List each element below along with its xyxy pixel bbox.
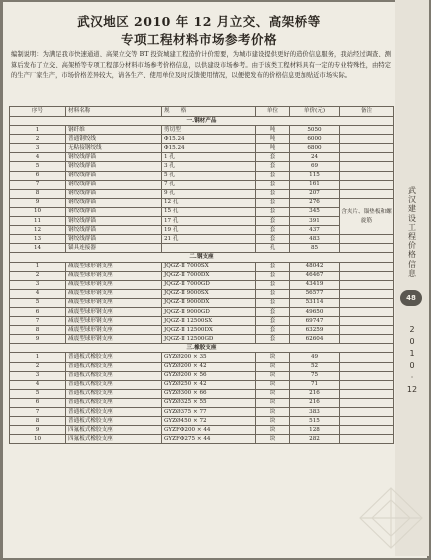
table-header-row	[10, 107, 394, 117]
cell-no: 5	[10, 298, 66, 307]
cell-no: 14	[10, 244, 66, 253]
cell-no: 9	[10, 335, 66, 344]
cell-remark	[340, 426, 394, 435]
table-row	[10, 317, 394, 326]
cell-name: 钢纤维	[66, 126, 162, 135]
cell-no: 11	[10, 217, 66, 226]
sidebar-title: 武汉建设工程价格信息	[408, 186, 416, 278]
cell-price: 483	[290, 235, 340, 244]
table-row	[10, 417, 394, 426]
cell-name: 普通板式橡胶支座	[66, 389, 162, 398]
cell-unit: 块	[256, 426, 290, 435]
cell-unit: 套	[256, 162, 290, 171]
cell-name: 钢绞线群锚	[66, 226, 162, 235]
cell-spec: 12 孔	[162, 198, 256, 207]
cell-unit: 吨	[256, 126, 290, 135]
cell-name: 普通板式橡胶支座	[66, 417, 162, 426]
sidebar-month: 12	[406, 385, 418, 394]
header-cell-unit: 单位	[256, 107, 290, 117]
cell-unit: 套	[256, 153, 290, 162]
cell-unit: 套	[256, 326, 290, 335]
table-row	[10, 126, 394, 135]
watermark-logo	[352, 480, 430, 558]
cell-price: 216	[290, 389, 340, 398]
cell-no: 3	[10, 144, 66, 153]
cell-price: 6000	[290, 135, 340, 144]
cell-spec: 17 孔	[162, 217, 256, 226]
cell-remark	[340, 335, 394, 344]
cell-unit: 套	[256, 271, 290, 280]
cell-price: 5050	[290, 126, 340, 135]
cell-remark	[340, 398, 394, 407]
cell-name: 钢绞线群锚	[66, 198, 162, 207]
cell-spec: JQGZ-Ⅱ 7000SX	[162, 262, 256, 271]
cell-no: 2	[10, 271, 66, 280]
remark-note: 含夹片、锚垫板和螺旋筋	[340, 198, 394, 234]
cell-unit: 套	[256, 189, 290, 198]
cell-spec: JQGZ-Ⅱ 12500DX	[162, 326, 256, 335]
section-title: 一.钢材产品	[10, 117, 394, 126]
cell-price: 207	[290, 189, 340, 198]
cell-no: 7	[10, 317, 66, 326]
cell-remark	[340, 235, 394, 244]
cell-unit: 套	[256, 317, 290, 326]
cell-no: 9	[10, 426, 66, 435]
cell-price: 69	[290, 162, 340, 171]
cell-remark	[340, 435, 394, 444]
cell-remark	[340, 317, 394, 326]
cell-spec: JQGZ-Ⅱ 7000GD	[162, 280, 256, 289]
section-header-row	[10, 253, 394, 262]
cell-no: 6	[10, 171, 66, 180]
cell-spec: GYZFΦ275 × 44	[162, 435, 256, 444]
cell-spec: 15 孔	[162, 207, 256, 216]
cell-unit: 块	[256, 380, 290, 389]
cell-no: 10	[10, 207, 66, 216]
cell-unit: 孔	[256, 244, 290, 253]
cell-remark	[340, 280, 394, 289]
cell-no: 6	[10, 398, 66, 407]
cell-name: 普通板式橡胶支座	[66, 362, 162, 371]
cell-unit: 套	[256, 307, 290, 316]
cell-name: 钢绞线群锚	[66, 180, 162, 189]
table-row	[10, 244, 394, 253]
cell-price: 515	[290, 417, 340, 426]
cell-spec: JQGZ-Ⅱ 9000DX	[162, 298, 256, 307]
cell-unit: 套	[256, 262, 290, 271]
cell-price: 437	[290, 226, 340, 235]
table-row	[10, 235, 394, 244]
sidebar-dot: ·	[410, 373, 414, 382]
cell-unit: 块	[256, 435, 290, 444]
cell-price: 56577	[290, 289, 340, 298]
cell-unit: 块	[256, 398, 290, 407]
cell-no: 5	[10, 389, 66, 398]
cell-remark	[340, 289, 394, 298]
cell-spec: Φ15.24	[162, 135, 256, 144]
cell-no: 10	[10, 435, 66, 444]
intro-paragraph: 编制说明：为满足我市快速通道、高架立交等 BT 投资城建工程造价计价需要，为城市建设提供更好的造价信息服务，我站经过调查、测算后发布了立交、高架桥等专项工程部分材料市场参考价格信息，以供建设市场参考。由于该类工程材料具有一定的专业特殊性，由特定的生产厂家生产，市场价格差异较大，请各生产、使用单位及时反馈使用情况，以便使发布的价格信息更加贴近市场实际。	[11, 51, 391, 80]
cell-price: 53114	[290, 298, 340, 307]
cell-name: 钢绞线群锚	[66, 162, 162, 171]
cell-no: 5	[10, 162, 66, 171]
cell-spec: 21 孔	[162, 235, 256, 244]
cell-price: 48042	[290, 262, 340, 271]
cell-name: 钢绞线群锚	[66, 189, 162, 198]
cell-unit: 块	[256, 371, 290, 380]
table-row	[10, 153, 394, 162]
cell-spec: GYZØ200 × 56	[162, 371, 256, 380]
cell-name: 普通钢绞线	[66, 135, 162, 144]
cell-name: 普通板式橡胶支座	[66, 408, 162, 417]
cell-unit: 块	[256, 362, 290, 371]
table-row	[10, 226, 394, 235]
cell-price: 383	[290, 408, 340, 417]
cell-no: 8	[10, 417, 66, 426]
cell-unit: 块	[256, 353, 290, 362]
cell-price: 71	[290, 380, 340, 389]
cell-unit: 套	[256, 180, 290, 189]
cell-remark	[340, 371, 394, 380]
cell-no: 4	[10, 289, 66, 298]
cell-spec: 5 孔	[162, 171, 256, 180]
table-row	[10, 426, 394, 435]
cell-name: 钢绞线群锚	[66, 171, 162, 180]
cell-name: 普通板式橡胶支座	[66, 371, 162, 380]
cell-name: 减震型球形钢支座	[66, 289, 162, 298]
page-number-badge: 48	[400, 290, 422, 306]
cell-unit: 套	[256, 335, 290, 344]
cell-price: 85	[290, 244, 340, 253]
table-row	[10, 335, 394, 344]
cell-name: 普通板式橡胶支座	[66, 380, 162, 389]
cell-name: 减震型球形钢支座	[66, 271, 162, 280]
cell-no: 3	[10, 371, 66, 380]
table-row	[10, 207, 394, 216]
cell-no: 4	[10, 153, 66, 162]
cell-name: 减震型球形钢支座	[66, 280, 162, 289]
cell-unit: 套	[256, 226, 290, 235]
cell-remark	[340, 389, 394, 398]
cell-no: 13	[10, 235, 66, 244]
table-row	[10, 298, 394, 307]
cell-remark	[340, 408, 394, 417]
cell-remark	[340, 144, 394, 153]
cell-no: 9	[10, 198, 66, 207]
cell-remark	[340, 135, 394, 144]
table-body	[10, 117, 394, 444]
cell-price: 49650	[290, 307, 340, 316]
cell-price: 52	[290, 362, 340, 371]
cell-name: 减震型球形钢支座	[66, 307, 162, 316]
cell-no: 3	[10, 280, 66, 289]
table-row	[10, 289, 394, 298]
cell-remark	[340, 171, 394, 180]
cell-no: 1	[10, 126, 66, 135]
cell-price: 115	[290, 171, 340, 180]
cell-name: 无粘接钢绞线	[66, 144, 162, 153]
cell-remark	[340, 417, 394, 426]
cell-name: 减震型球形钢支座	[66, 326, 162, 335]
cell-name: 普通板式橡胶支座	[66, 353, 162, 362]
cell-remark	[340, 262, 394, 271]
cell-no: 1	[10, 262, 66, 271]
page-title-line1: 武汉地区 2010 年 12 月立交、高架桥等	[77, 14, 321, 29]
table-row	[10, 408, 394, 417]
cell-spec: JQGZ-Ⅱ 9000SX	[162, 289, 256, 298]
header-cell-spec: 规 格	[162, 107, 256, 117]
cell-remark	[340, 271, 394, 280]
table-row	[10, 380, 394, 389]
table-row	[10, 171, 394, 180]
table-row	[10, 353, 394, 362]
cell-spec: 7 孔	[162, 180, 256, 189]
cell-name: 减震型球形钢支座	[66, 335, 162, 344]
cell-name: 钢绞线群锚	[66, 235, 162, 244]
table-row	[10, 307, 394, 316]
cell-no: 1	[10, 353, 66, 362]
cell-no: 7	[10, 180, 66, 189]
cell-price: 49	[290, 353, 340, 362]
cell-spec: 剪切型	[162, 126, 256, 135]
cell-name: 钢绞线群锚	[66, 217, 162, 226]
cell-no: 6	[10, 307, 66, 316]
table-row	[10, 398, 394, 407]
cell-remark	[340, 326, 394, 335]
cell-price: 43419	[290, 280, 340, 289]
cell-unit: 套	[256, 207, 290, 216]
cell-spec: GYZØ250 × 42	[162, 380, 256, 389]
cell-price: 69747	[290, 317, 340, 326]
cell-price: 276	[290, 198, 340, 207]
cell-unit: 套	[256, 235, 290, 244]
cell-unit: 块	[256, 417, 290, 426]
cell-remark	[340, 126, 394, 135]
cell-no: 8	[10, 189, 66, 198]
page-sidebar	[395, 0, 429, 556]
cell-price: 282	[290, 435, 340, 444]
cell-remark	[340, 180, 394, 189]
table-row	[10, 389, 394, 398]
cell-no: 8	[10, 326, 66, 335]
section-title: 二.钢支座	[10, 253, 394, 262]
cell-name: 四氟板式橡胶支座	[66, 435, 162, 444]
cell-unit: 套	[256, 171, 290, 180]
cell-spec: GYZFΦ200 × 44	[162, 426, 256, 435]
cell-remark	[340, 244, 394, 253]
section-title: 三.橡胶支座	[10, 344, 394, 353]
cell-unit: 块	[256, 389, 290, 398]
sidebar-year: 2 0 1 0	[409, 325, 415, 370]
cell-price: 46467	[290, 271, 340, 280]
cell-unit: 套	[256, 280, 290, 289]
cell-no: 2	[10, 135, 66, 144]
cell-unit: 套	[256, 289, 290, 298]
cell-price: 6800	[290, 144, 340, 153]
header-cell-remark: 备注	[340, 107, 394, 117]
table-row	[10, 271, 394, 280]
cell-spec: GYZØ200 × 42	[162, 362, 256, 371]
cell-name: 普通板式橡胶支座	[66, 398, 162, 407]
cell-price: 161	[290, 180, 340, 189]
page-title-line2: 专项工程材料市场参考价格	[120, 32, 277, 47]
sidebar-date	[405, 324, 419, 396]
table-row	[10, 135, 394, 144]
cell-remark	[340, 353, 394, 362]
cell-spec: 3 孔	[162, 162, 256, 171]
cell-no: 4	[10, 380, 66, 389]
table-row	[10, 189, 394, 198]
cell-unit: 套	[256, 198, 290, 207]
table-row	[10, 435, 394, 444]
table-row	[10, 362, 394, 371]
table-row	[10, 162, 394, 171]
price-table	[9, 106, 394, 444]
cell-spec: 19 孔	[162, 226, 256, 235]
cell-price: 345	[290, 207, 340, 216]
table-row	[10, 144, 394, 153]
cell-remark	[340, 298, 394, 307]
cell-spec: Φ15.24	[162, 144, 256, 153]
cell-no: 12	[10, 226, 66, 235]
cell-remark	[340, 153, 394, 162]
cell-remark	[340, 162, 394, 171]
cell-spec: GYZØ200 × 35	[162, 353, 256, 362]
cell-price: 63259	[290, 326, 340, 335]
cell-spec: GYZØ450 × 72	[162, 417, 256, 426]
cell-spec: JQGZ-Ⅱ 12500SX	[162, 317, 256, 326]
cell-remark	[340, 307, 394, 316]
cell-spec: GYZØ325 × 55	[162, 398, 256, 407]
cell-no: 2	[10, 362, 66, 371]
cell-remark	[340, 380, 394, 389]
cell-spec: GYZØ300 × 66	[162, 389, 256, 398]
table-row	[10, 198, 394, 207]
cell-price: 75	[290, 371, 340, 380]
cell-unit: 块	[256, 408, 290, 417]
cell-spec: 1 孔	[162, 153, 256, 162]
cell-unit: 吨	[256, 135, 290, 144]
cell-price: 216	[290, 398, 340, 407]
header-cell-name: 材料名称	[66, 107, 162, 117]
cell-spec	[162, 244, 256, 253]
header-cell-price: 单价(元)	[290, 107, 340, 117]
cell-name: 减震型球形钢支座	[66, 317, 162, 326]
cell-spec: JQGZ-Ⅱ 9000GD	[162, 307, 256, 316]
cell-name: 锚具连接器	[66, 244, 162, 253]
section-header-row	[10, 117, 394, 126]
cell-name: 减震型球形钢支座	[66, 262, 162, 271]
cell-spec: JQGZ-Ⅱ 12500GD	[162, 335, 256, 344]
cell-unit: 吨	[256, 144, 290, 153]
cell-spec: JQGZ-Ⅱ 7000DX	[162, 271, 256, 280]
cell-price: 391	[290, 217, 340, 226]
document-page	[3, 2, 427, 558]
table-row	[10, 180, 394, 189]
table-row	[10, 371, 394, 380]
cell-no: 7	[10, 408, 66, 417]
cell-spec: 9 孔	[162, 189, 256, 198]
cell-unit: 套	[256, 217, 290, 226]
cell-name: 钢绞线群锚	[66, 153, 162, 162]
cell-unit: 套	[256, 298, 290, 307]
table-row	[10, 217, 394, 226]
cell-price: 128	[290, 426, 340, 435]
table-row	[10, 280, 394, 289]
cell-name: 减震型球形钢支座	[66, 298, 162, 307]
cell-name: 四氟板式橡胶支座	[66, 426, 162, 435]
section-header-row	[10, 344, 394, 353]
header-cell-no: 序号	[10, 107, 66, 117]
table-row	[10, 326, 394, 335]
cell-remark	[340, 362, 394, 371]
cell-remark	[340, 189, 394, 198]
cell-name: 钢绞线群锚	[66, 207, 162, 216]
table-row	[10, 262, 394, 271]
cell-price: 24	[290, 153, 340, 162]
cell-price: 62604	[290, 335, 340, 344]
cell-spec: GYZØ375 × 77	[162, 408, 256, 417]
